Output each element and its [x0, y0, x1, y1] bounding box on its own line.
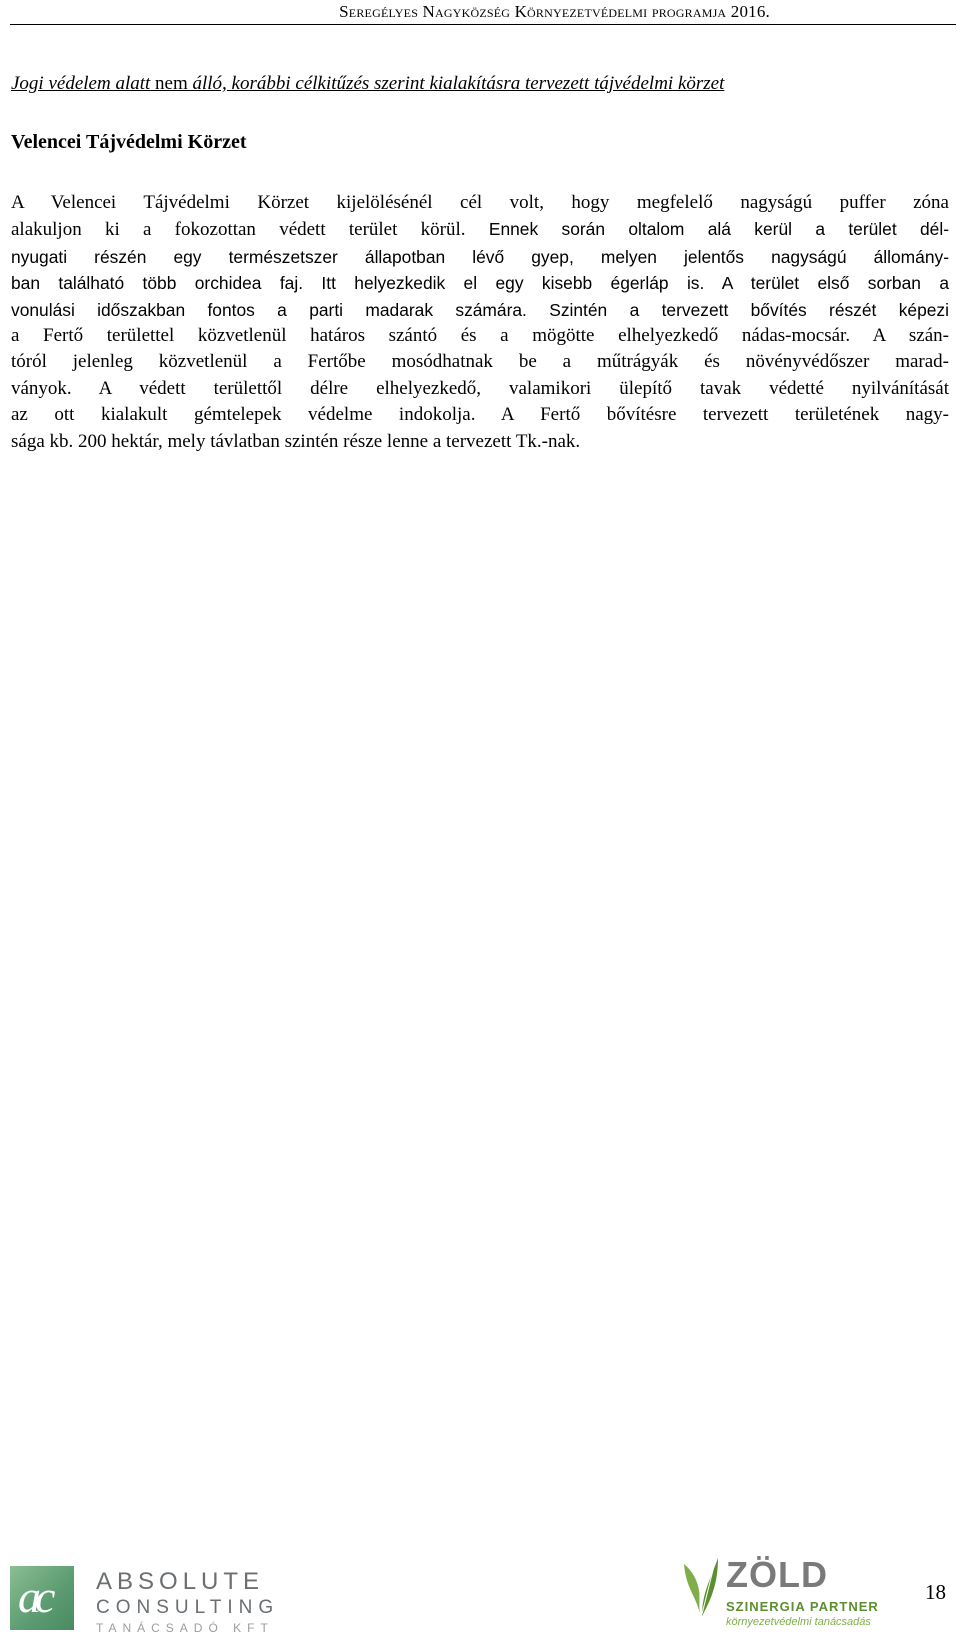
- ac-monogram-icon: ac: [10, 1566, 74, 1630]
- body-line: nyugati részén egy természetszer állapotban lévő gyep, melyen jelentős nagyságú állomány-: [11, 246, 949, 267]
- logo-right-word: ZÖLD: [726, 1554, 828, 1595]
- logo-right-sub: SZINERGIA PARTNER: [726, 1599, 879, 1614]
- page-number: 18: [925, 1580, 946, 1604]
- subsection-title: Velencei Tájvédelmi Körzet: [11, 131, 247, 153]
- body-line: az ott kialakult gémtelepek védelme indokolja. A Fertő bővítésre tervezett területének nagy-: [11, 404, 949, 426]
- leaf-icon: [680, 1554, 720, 1618]
- body-line: ványok. A védett területtől délre elhelyezkedő, valamikori ülepítő tavak védetté nyilvánítását: [11, 377, 949, 399]
- body-line: tóról jelenleg közvetlenül a Fertőbe mosódhatnak be a műtrágyák és növényvédőszer marad-: [11, 351, 949, 373]
- body-line: vonulási időszakban fontos a parti madarak számára. Szintén a tervezett bővítés részét képezi: [11, 299, 949, 320]
- zold-szinergia-logo: [680, 1550, 900, 1636]
- section-heading-part-1: Jogi védelem alatt: [11, 73, 151, 94]
- body-line: ban található több orchidea faj. Itt helyezkedik el egy kisebb égerláp is. A terület első sorban a: [11, 273, 949, 294]
- body-line: a Fertő területtel közvetlenül határos szántó és a mögötte elhelyezkedő nádas-mocsár. A szán-: [11, 325, 949, 347]
- body-line: [11, 216, 949, 243]
- header-rule: [10, 24, 956, 25]
- absolute-consulting-logo: [10, 1566, 280, 1636]
- logo-right-tag: környezetvédelmi tanácsadás: [726, 1616, 871, 1628]
- logo-left-line-3: TANÁCSADÓ KFT: [96, 1621, 274, 1635]
- body-line: sága kb. 200 hektár, mely távlatban szintén része lenne a tervezett Tk.-nak.: [11, 430, 581, 452]
- page-footer: [0, 1550, 960, 1636]
- section-heading-part-2: nem: [150, 73, 193, 94]
- logo-left-line-2: CONSULTING: [96, 1597, 280, 1618]
- body-line-segment: alakuljon ki a fokozottan védett terület körül.: [11, 219, 466, 241]
- body-paragraph: [11, 190, 949, 455]
- section-heading: [11, 73, 724, 95]
- body-line: A Velencei Tájvédelmi Körzet kijelölésénél cél volt, hogy megfelelő nagyságú puffer zóna: [11, 192, 949, 213]
- section-heading-part-3: álló, korábbi célkitűzés szerint kialakításra tervezett tájvédelmi körzet: [192, 73, 725, 94]
- header-title: Seregélyes Nagyközség Környezetvédelmi programja 2016.: [339, 2, 770, 21]
- logo-left-line-1: ABSOLUTE: [96, 1568, 265, 1595]
- body-line-segment: Ennek során oltalom alá kerül a terület dél-: [465, 219, 949, 240]
- page-header: [0, 0, 960, 24]
